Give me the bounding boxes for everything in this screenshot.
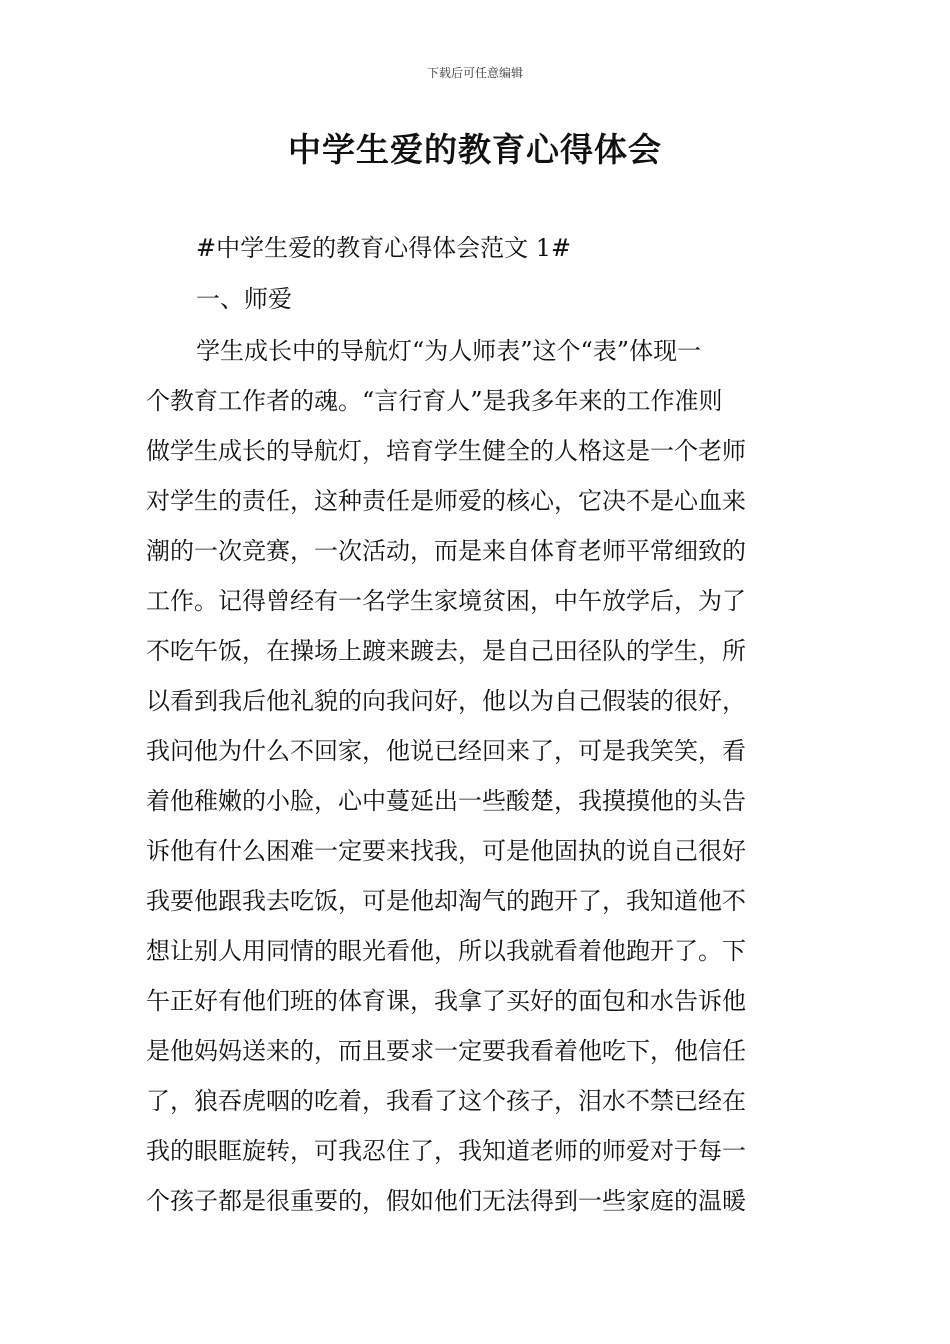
essay-heading: #中学生爱的教育心得体会范文 1# — [196, 234, 572, 262]
body-line: 工作。记得曾经有一名学生家境贫困，中午放学后，为了 — [146, 587, 746, 615]
body-line: 了，狼吞虎咽的吃着，我看了这个孩子，泪水不禁已经在 — [146, 1087, 746, 1115]
body-line: 诉他有什么困难一定要来找我，可是他固执的说自己很好 — [146, 837, 746, 865]
body-line: 午正好有他们班的体育课，我拿了买好的面包和水告诉他 — [146, 987, 746, 1015]
body-line: 做学生成长的导航灯，培育学生健全的人格这是一个老师 — [146, 437, 746, 465]
body-line: 以看到我后他礼貌的向我问好，他以为自己假装的很好， — [146, 687, 746, 715]
body-line: 学生成长中的导航灯“为人师表”这个“表”体现一 — [196, 337, 702, 365]
document-title: 中学生爱的教育心得体会 — [288, 130, 662, 169]
body-line: 对学生的责任，这种责任是师爱的核心，它决不是心血来 — [146, 487, 746, 515]
body-line: 是他妈妈送来的，而且要求一定要我看着他吃下，他信任 — [146, 1037, 746, 1065]
section-heading: 一、师爱 — [196, 285, 292, 313]
body-line: 潮的一次竞赛，一次活动，而是来自体育老师平常细致的 — [146, 537, 746, 565]
body-line: 我问他为什么不回家，他说已经回来了，可是我笑笑，看 — [146, 737, 746, 765]
body-line: 我要他跟我去吃饭，可是他却淘气的跑开了，我知道他不 — [146, 887, 746, 915]
body-text — [146, 326, 806, 1226]
body-line: 想让别人用同情的眼光看他，所以我就看着他跑开了。下 — [146, 937, 746, 965]
body-line: 个孩子都是很重要的，假如他们无法得到一些家庭的温暖 — [146, 1187, 746, 1215]
header-note: 下载后可任意编辑 — [426, 66, 523, 80]
body-line: 着他稚嫩的小脸，心中蔓延出一些酸楚，我摸摸他的头告 — [146, 787, 746, 815]
body-line: 个教育工作者的魂。“言行育人”是我多年来的工作准则 — [146, 387, 723, 415]
body-line: 我的眼眶旋转，可我忍住了，我知道老师的师爱对于每一 — [146, 1137, 746, 1165]
body-line: 不吃午饭，在操场上踱来踱去，是自己田径队的学生，所 — [146, 637, 746, 665]
